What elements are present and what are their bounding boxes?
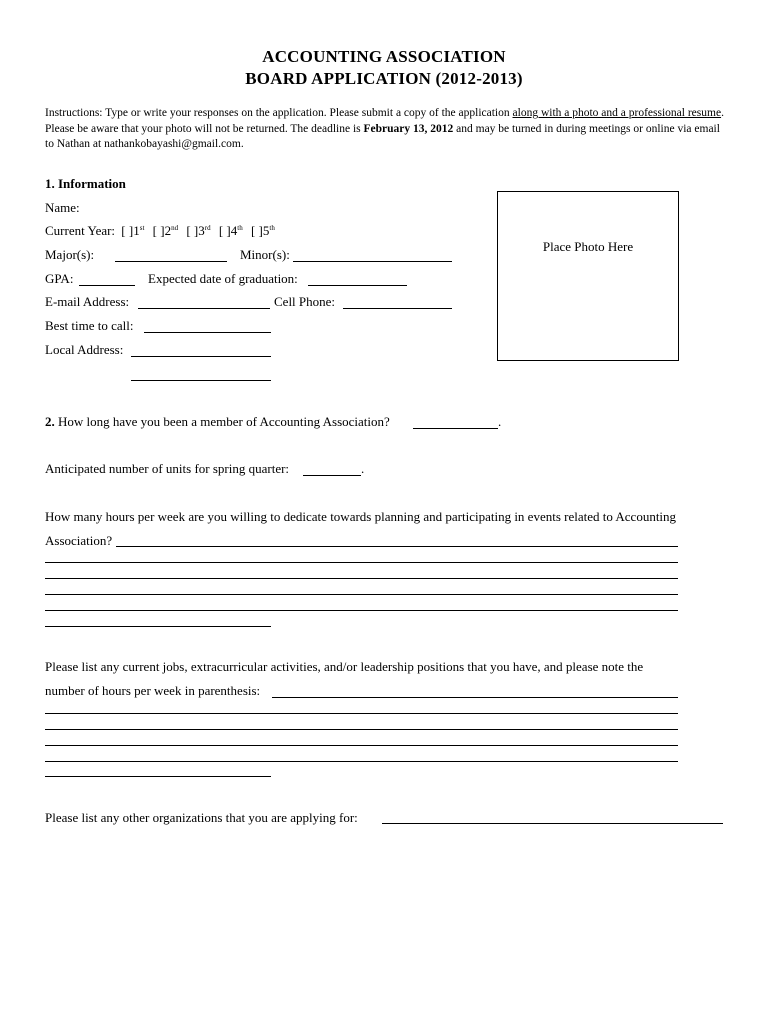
jobs-answer-line[interactable] (45, 761, 678, 762)
year-num: 4 (230, 223, 238, 238)
year-checkbox[interactable]: [ ] (186, 223, 199, 238)
year-checkbox[interactable]: [ ] (121, 223, 134, 238)
year-num: 5 (262, 223, 270, 238)
minor-label: Minor(s): (240, 247, 290, 262)
year-suffix: th (237, 224, 243, 232)
hours-answer-line[interactable] (45, 610, 678, 611)
form-title: ACCOUNTING ASSOCIATION (262, 47, 506, 66)
photo-placeholder[interactable] (497, 191, 679, 361)
membership-period: . (498, 414, 502, 429)
jobs-answer-line[interactable] (272, 697, 678, 698)
hours-answer-line[interactable] (45, 578, 678, 579)
units-question: Anticipated number of units for spring quarter: (45, 461, 290, 476)
year-suffix: nd (171, 224, 179, 232)
organizations-question: Please list any other organizations that you are applying for: (45, 810, 358, 825)
year-option-2[interactable] (153, 223, 178, 238)
email-field[interactable] (138, 308, 270, 309)
deadline-date: February 13, 2012 (363, 122, 454, 135)
year-num: 1 (133, 223, 140, 238)
jobs-answer-line[interactable] (45, 776, 271, 777)
major-label: Major(s): (45, 247, 95, 262)
graduation-label: Expected date of graduation: (148, 271, 298, 286)
name-label: Name: (45, 200, 80, 215)
current-year-label: Current Year: (45, 223, 116, 238)
photo-placeholder-text: Place Photo Here (542, 239, 634, 254)
hours-question: How many hours per week are you willing to dedicate towards planning and participating in events related to Accounting (45, 509, 677, 524)
instructions (45, 106, 725, 153)
minor-field[interactable] (293, 261, 452, 262)
instructions-underlined: along with a photo and a professional resume (512, 107, 722, 119)
instructions-text-2: . Please be aware that your photo will not be returned. The deadline is (45, 107, 724, 135)
jobs-question-2: number of hours per week in parenthesis: (45, 683, 261, 698)
local-address-label: Local Address: (45, 342, 124, 357)
section-number: 2. (45, 414, 55, 429)
units-field[interactable] (303, 475, 361, 476)
cell-phone-label: Cell Phone: (274, 294, 336, 309)
best-time-label: Best time to call: (45, 318, 134, 333)
jobs-answer-line[interactable] (45, 713, 678, 714)
graduation-field[interactable] (308, 285, 407, 286)
instructions-text: Instructions: Type or write your responses on the application. Please submit a copy of the application (45, 107, 513, 119)
hours-answer-line[interactable] (45, 626, 271, 627)
hours-answer-line[interactable] (116, 546, 678, 547)
membership-question-text: How long have you been a member of Accounting Association? (58, 414, 390, 429)
units-period: . (361, 461, 365, 476)
year-checkbox[interactable]: [ ] (218, 223, 231, 238)
jobs-answer-line[interactable] (45, 729, 678, 730)
year-suffix: st (139, 224, 145, 232)
major-field[interactable] (115, 261, 227, 262)
hours-answer-line[interactable] (45, 594, 678, 595)
year-num: 3 (198, 223, 205, 238)
membership-field[interactable] (413, 428, 498, 429)
year-suffix: th (269, 224, 275, 232)
year-num: 2 (164, 223, 172, 238)
organizations-field[interactable] (382, 823, 723, 824)
year-option-5[interactable] (251, 223, 275, 238)
cell-phone-field[interactable] (343, 308, 452, 309)
year-option-1[interactable] (121, 223, 144, 238)
current-year-row (45, 223, 275, 239)
year-checkbox[interactable]: [ ] (152, 223, 165, 238)
hours-question-2: Association? (45, 533, 113, 548)
best-time-field[interactable] (144, 332, 271, 333)
membership-question (45, 414, 390, 430)
gpa-label: GPA: (45, 271, 74, 286)
jobs-answer-line[interactable] (45, 745, 678, 746)
year-checkbox[interactable]: [ ] (250, 223, 263, 238)
email-label: E-mail Address: (45, 294, 130, 309)
section-information-heading: 1. Information (45, 176, 126, 191)
local-address-field[interactable] (131, 356, 271, 357)
year-option-4[interactable] (219, 223, 243, 238)
gpa-field[interactable] (79, 285, 135, 286)
instructions-text-3: and may be turned in during meetings or online via email to Nathan at nathankobayashi@gmail.com. (45, 122, 720, 150)
year-suffix: rd (204, 224, 211, 232)
form-subtitle: BOARD APPLICATION (2012-2013) (245, 69, 523, 88)
year-option-3[interactable] (186, 223, 210, 238)
hours-answer-line[interactable] (45, 562, 678, 563)
local-address-field-2[interactable] (131, 380, 271, 381)
jobs-question: Please list any current jobs, extracurricular activities, and/or leadership positions that you have, and please note the (45, 659, 644, 674)
